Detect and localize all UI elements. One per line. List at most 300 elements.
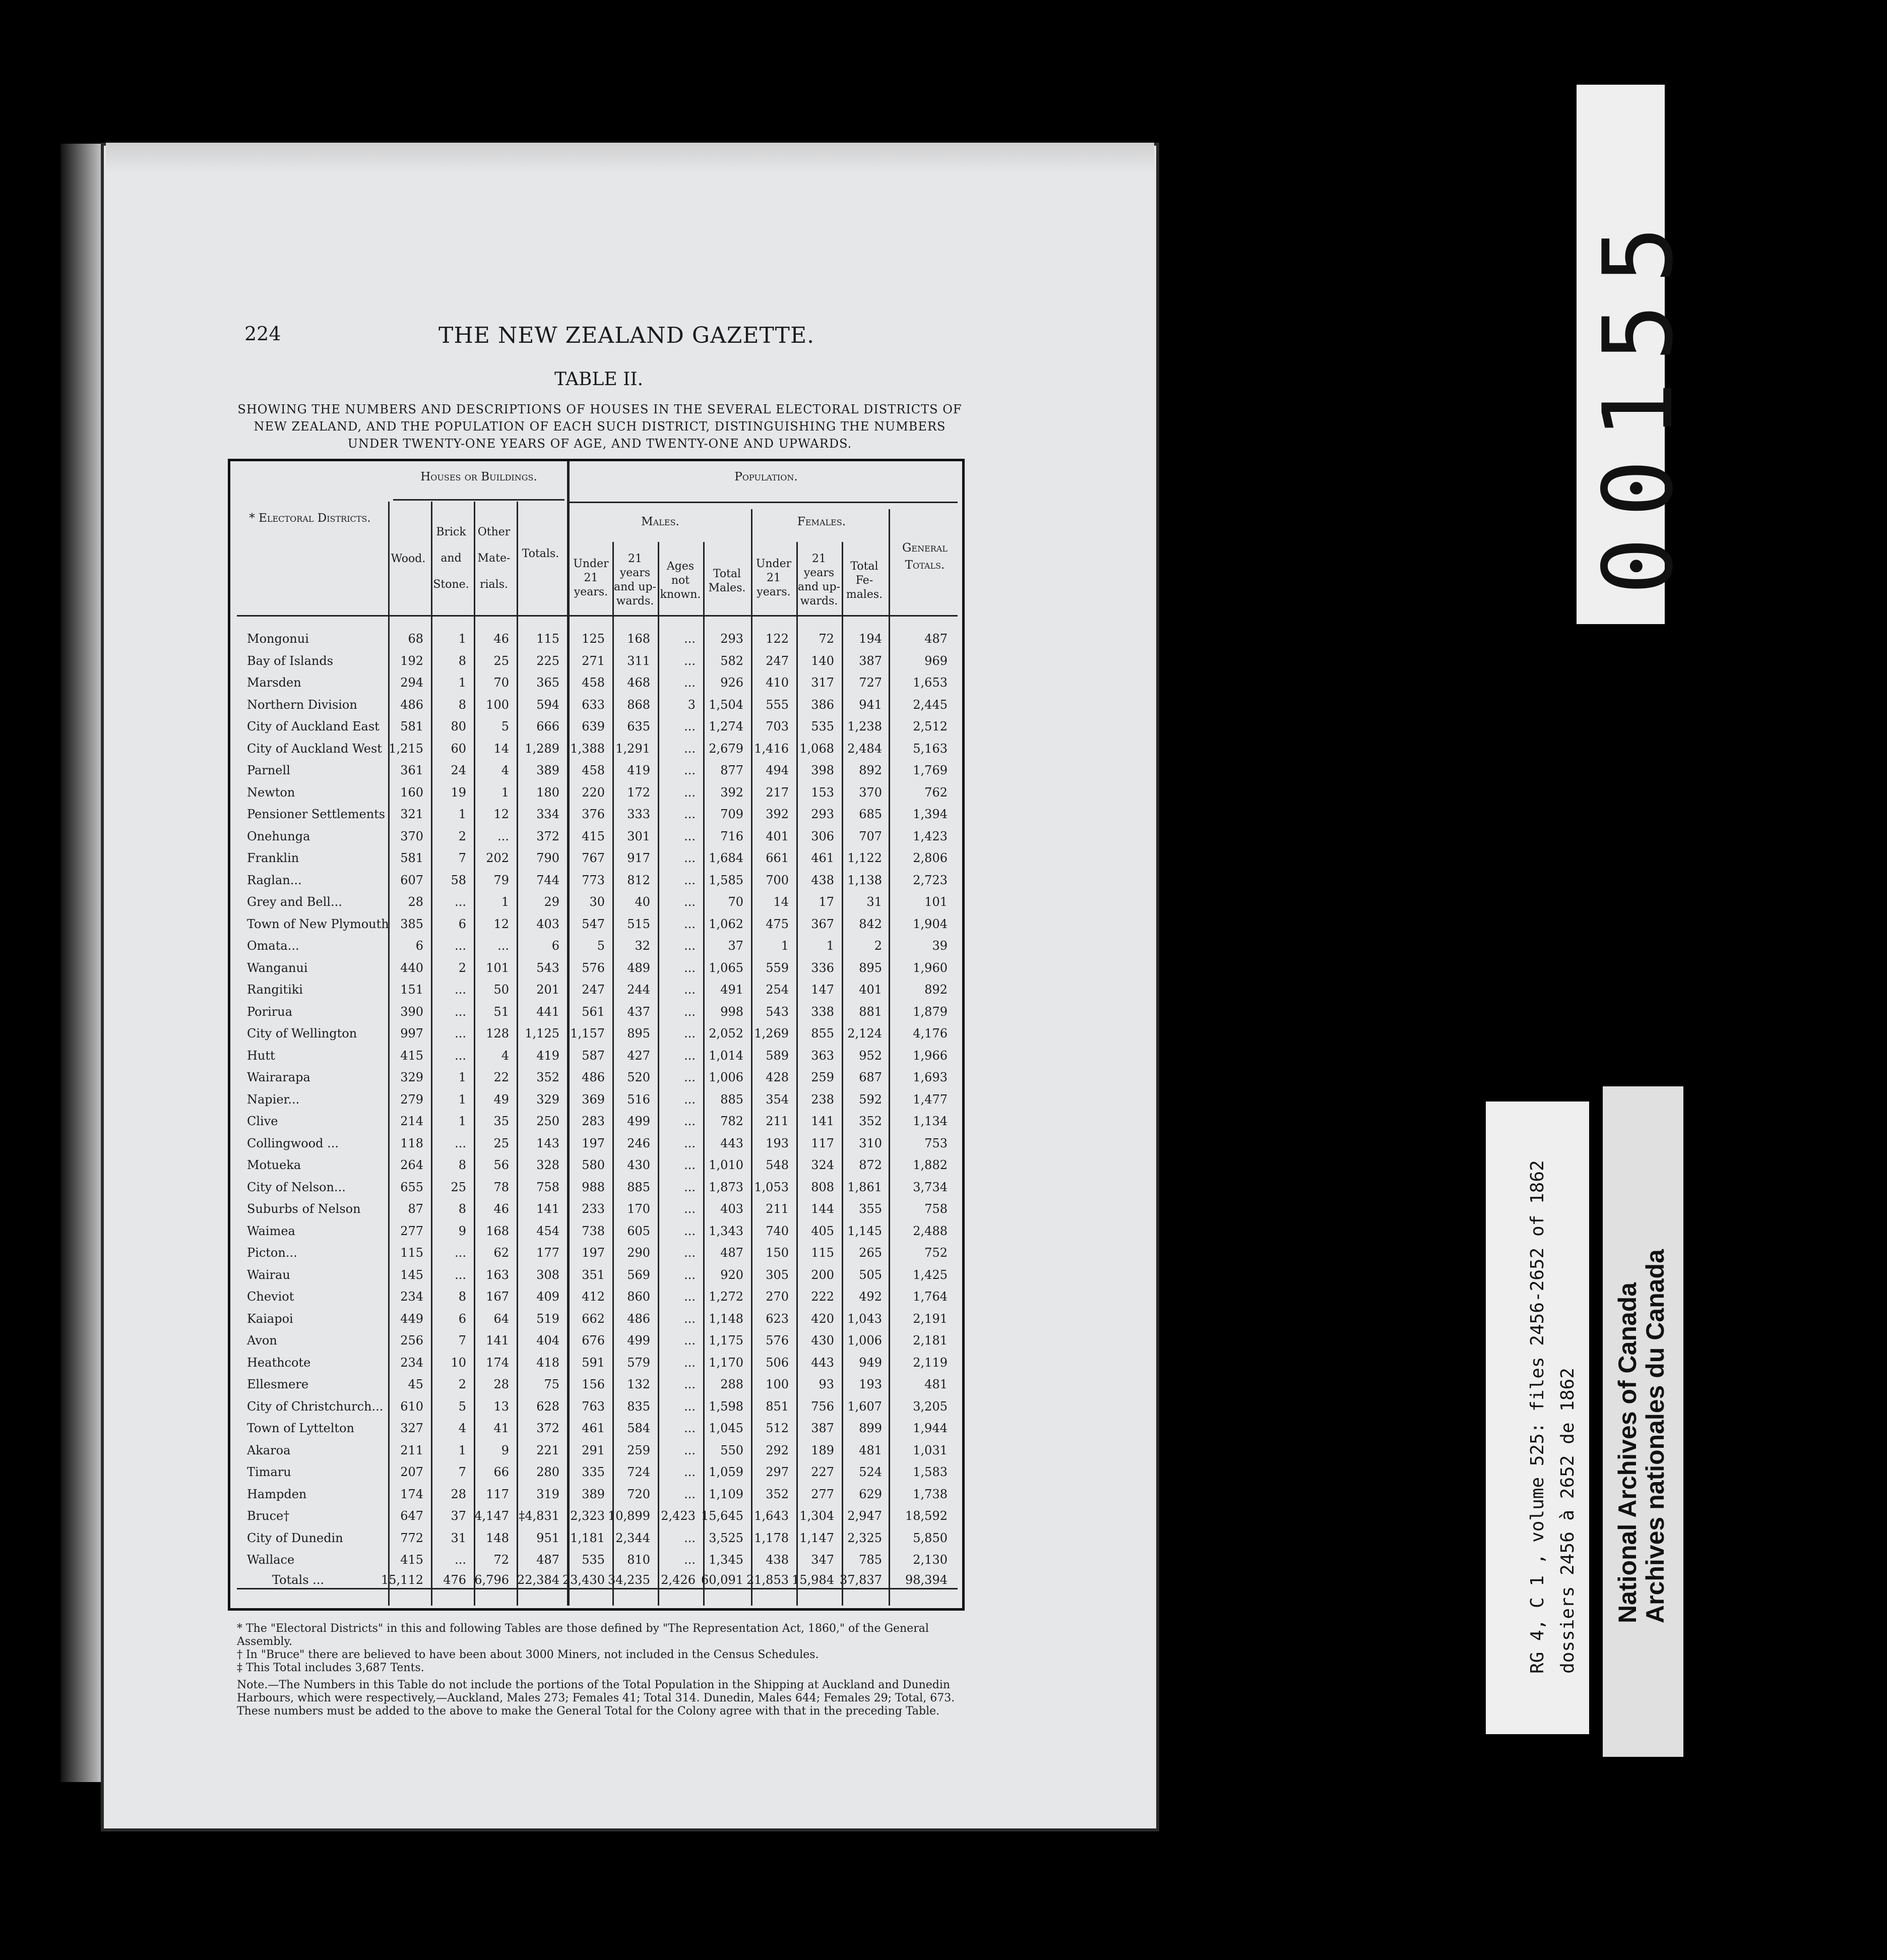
table-cell: 1,053 xyxy=(754,1180,789,1194)
table-cell: ... xyxy=(684,807,696,821)
table-cell: 1 xyxy=(458,1070,466,1084)
table-cell: 868 xyxy=(627,697,650,712)
table-cell: 1,879 xyxy=(913,1004,948,1019)
table-cell: 6 xyxy=(415,939,423,953)
table-row xyxy=(237,1202,958,1222)
table-cell: 70 xyxy=(728,895,743,909)
table-cell: 14 xyxy=(773,895,789,909)
table-cell: ... xyxy=(684,632,696,646)
table-cell: ... xyxy=(455,895,466,909)
table-cell: 283 xyxy=(582,1114,605,1128)
table-cell: 5 xyxy=(501,719,509,733)
table-cell: 835 xyxy=(627,1399,650,1414)
table-cell: 328 xyxy=(536,1158,559,1172)
table-cell: 515 xyxy=(627,916,650,931)
table-cell: 392 xyxy=(720,785,743,800)
table-cell: 174 xyxy=(400,1487,423,1501)
table-cell: 1,170 xyxy=(709,1355,743,1370)
table-cell: 87 xyxy=(408,1202,423,1216)
table-cell: 1,059 xyxy=(709,1465,743,1479)
table-cell: 37 xyxy=(451,1509,466,1523)
table-cell: 125 xyxy=(582,632,605,646)
table-cell: 234 xyxy=(400,1290,423,1304)
totals-cell: 98,394 xyxy=(905,1573,948,1587)
table-cell: 100 xyxy=(766,1377,789,1391)
table-cell: 607 xyxy=(400,873,423,887)
table-row xyxy=(237,961,958,981)
table-cell: 200 xyxy=(811,1267,834,1282)
table-cell: 1,065 xyxy=(709,960,743,975)
table-cell: 390 xyxy=(400,1004,423,1019)
table-cell: 1,304 xyxy=(799,1509,834,1523)
header-males: Males. xyxy=(641,515,679,528)
table-cell: 1,653 xyxy=(913,676,948,690)
table-row xyxy=(237,1333,958,1354)
table-cell: 744 xyxy=(536,873,559,887)
table-cell: 8 xyxy=(458,653,466,668)
district-name: Cheviot xyxy=(247,1290,294,1304)
table-cell: 2,052 xyxy=(709,1026,743,1040)
table-cell: 520 xyxy=(627,1070,650,1084)
table-cell: 580 xyxy=(582,1158,605,1172)
table-row xyxy=(237,1136,958,1156)
table-row xyxy=(237,1114,958,1134)
table-cell: 401 xyxy=(859,983,882,997)
table-cell: 338 xyxy=(811,1004,834,1019)
col-m-total: Total Males. xyxy=(708,568,746,594)
table-cell: 1,504 xyxy=(709,697,743,712)
table-cell: 2,344 xyxy=(615,1530,650,1545)
table-row xyxy=(237,1356,958,1376)
table-cell: 430 xyxy=(627,1158,650,1172)
header-houses: Houses or Buildings. xyxy=(420,470,537,483)
table-cell: 372 xyxy=(536,829,559,843)
table-cell: 550 xyxy=(720,1443,743,1457)
table-cell: 4,176 xyxy=(913,1026,948,1040)
district-name: Timaru xyxy=(247,1465,291,1479)
table-row xyxy=(237,1180,958,1200)
table-cell: 443 xyxy=(811,1355,834,1370)
table-cell: 2,119 xyxy=(913,1355,948,1370)
table-cell: 1,274 xyxy=(709,719,743,733)
table-cell: 117 xyxy=(486,1487,509,1501)
table-cell: 367 xyxy=(811,916,834,931)
table-cell: 576 xyxy=(582,960,605,975)
table-cell: 3,734 xyxy=(913,1180,948,1194)
footnote-2: † In "Bruce" there are believed to have been about 3000 Miners, not included in the Census Schedules. xyxy=(237,1648,819,1661)
district-name: City of Nelson... xyxy=(247,1180,346,1194)
table-cell: 2,423 xyxy=(661,1509,696,1523)
table-row xyxy=(237,1553,958,1573)
table-cell: 30 xyxy=(589,895,605,909)
table-row xyxy=(237,1443,958,1463)
table-cell: 277 xyxy=(400,1223,423,1238)
district-name: Town of New Plymouth xyxy=(247,916,389,931)
table-cell: ... xyxy=(684,1223,696,1238)
table-cell: 293 xyxy=(720,632,743,646)
totals-cell: 6,796 xyxy=(474,1573,509,1587)
table-cell: 4 xyxy=(501,1048,509,1063)
table-cell: 294 xyxy=(400,676,423,690)
table-row xyxy=(237,654,958,674)
table-cell: 505 xyxy=(859,1267,882,1282)
table-row xyxy=(237,1092,958,1113)
table-cell: 666 xyxy=(536,719,559,733)
table-cell: 2,723 xyxy=(913,873,948,887)
totals-cell: 15,112 xyxy=(381,1573,423,1587)
table-cell: 387 xyxy=(859,653,882,668)
table-cell: 221 xyxy=(536,1443,559,1457)
district-name: Bruce† xyxy=(247,1509,290,1523)
district-name: Grey and Bell... xyxy=(247,895,342,909)
table-cell: 222 xyxy=(811,1290,834,1304)
table-cell: 1,147 xyxy=(799,1530,834,1545)
table-cell: 163 xyxy=(486,1267,509,1282)
col-f-over: 21 years and up-wards. xyxy=(797,553,841,607)
table-cell: 703 xyxy=(766,719,789,733)
table-cell: 321 xyxy=(400,807,423,821)
table-cell: 1,684 xyxy=(709,851,743,865)
table-cell: 329 xyxy=(536,1092,559,1107)
table-cell: 193 xyxy=(859,1377,882,1391)
table-cell: 2,445 xyxy=(913,697,948,712)
table-cell: 233 xyxy=(582,1202,605,1216)
table-cell: ... xyxy=(684,873,696,887)
table-cell: ... xyxy=(455,939,466,953)
table-cell: 259 xyxy=(811,1070,834,1084)
table-cell: 2,181 xyxy=(913,1333,948,1348)
table-cell: 51 xyxy=(493,1004,509,1019)
table-cell: ... xyxy=(684,895,696,909)
table-cell: 398 xyxy=(811,763,834,777)
table-cell: 41 xyxy=(493,1421,509,1435)
table-row xyxy=(237,1487,958,1507)
archives-name-fr: Archives nationales du Canada xyxy=(1641,1249,1669,1623)
col-m-over: 21 years and up-wards. xyxy=(613,553,657,607)
col-totals: Totals. xyxy=(522,547,559,560)
table-cell: 559 xyxy=(766,960,789,975)
table-row xyxy=(237,1290,958,1310)
table-cell: 308 xyxy=(536,1267,559,1282)
table-cell: 758 xyxy=(536,1180,559,1194)
table-cell: 415 xyxy=(400,1553,423,1567)
table-cell: 10 xyxy=(451,1355,466,1370)
table-cell: 7 xyxy=(458,851,466,865)
table-cell: 5,163 xyxy=(913,741,948,756)
table-cell: 311 xyxy=(627,653,650,668)
table-cell: 132 xyxy=(627,1377,650,1391)
table-cell: 280 xyxy=(536,1465,559,1479)
table-cell: 151 xyxy=(400,983,423,997)
page-number: 224 xyxy=(244,323,281,345)
table-cell: 355 xyxy=(859,1202,882,1216)
table-cell: 1,006 xyxy=(709,1070,743,1084)
totals-row xyxy=(237,1573,958,1595)
table-cell: ... xyxy=(455,1004,466,1019)
table-cell: 5 xyxy=(458,1399,466,1414)
table-cell: ... xyxy=(684,983,696,997)
table-cell: 969 xyxy=(924,653,948,668)
table-cell: 372 xyxy=(536,1421,559,1435)
table-cell: 156 xyxy=(582,1377,605,1391)
table-cell: 487 xyxy=(536,1553,559,1567)
table-cell: 301 xyxy=(627,829,650,843)
table-cell: 492 xyxy=(859,1290,882,1304)
table-cell: 150 xyxy=(766,1246,789,1260)
table-cell: 647 xyxy=(400,1509,423,1523)
table-cell: 1,043 xyxy=(847,1311,882,1326)
table-cell: ... xyxy=(684,1026,696,1040)
table-cell: ... xyxy=(455,1246,466,1260)
table-cell: 72 xyxy=(493,1553,509,1567)
table-cell: 194 xyxy=(859,632,882,646)
table-cell: 168 xyxy=(486,1223,509,1238)
table-cell: 629 xyxy=(859,1487,882,1501)
table-cell: 177 xyxy=(536,1246,559,1260)
table-cell: ... xyxy=(497,829,509,843)
table-cell: 60 xyxy=(451,741,466,756)
table-cell: 842 xyxy=(859,916,882,931)
table-cell: 661 xyxy=(766,851,789,865)
table-cell: 430 xyxy=(811,1333,834,1348)
table-cell: 145 xyxy=(400,1267,423,1282)
table-cell: 4 xyxy=(501,763,509,777)
table-cell: 3 xyxy=(687,697,696,712)
table-cell: 1,109 xyxy=(709,1487,743,1501)
table-cell: 709 xyxy=(720,807,743,821)
table-cell: 244 xyxy=(627,983,650,997)
table-cell: 319 xyxy=(536,1487,559,1501)
table-cell: 412 xyxy=(582,1290,605,1304)
totals-cell: 23,430 xyxy=(562,1573,605,1587)
table-cell: 115 xyxy=(811,1246,834,1260)
table-cell: 101 xyxy=(924,895,948,909)
col-other: Other Mate-rials. xyxy=(477,526,511,591)
table-cell: 389 xyxy=(582,1487,605,1501)
table-cell: 335 xyxy=(582,1465,605,1479)
table-cell: 1,944 xyxy=(913,1421,948,1435)
table-cell: 234 xyxy=(400,1355,423,1370)
table-cell: ... xyxy=(684,1267,696,1282)
table-cell: 9 xyxy=(501,1443,509,1457)
table-cell: 68 xyxy=(408,632,423,646)
table-cell: 487 xyxy=(924,632,948,646)
table-cell: 763 xyxy=(582,1399,605,1414)
table-cell: 376 xyxy=(582,807,605,821)
table-cell: 9 xyxy=(458,1223,466,1238)
table-cell: 115 xyxy=(400,1246,423,1260)
table-cell: 594 xyxy=(536,697,559,712)
table-cell: 56 xyxy=(493,1158,509,1172)
table-cell: ... xyxy=(684,1355,696,1370)
table-cell: ... xyxy=(684,653,696,668)
table-row xyxy=(237,1158,958,1178)
table-cell: 389 xyxy=(536,763,559,777)
table-cell: 454 xyxy=(536,1223,559,1238)
table-cell: 363 xyxy=(811,1048,834,1063)
table-cell: 2,124 xyxy=(847,1026,882,1040)
table-cell: 1,062 xyxy=(709,916,743,931)
table-cell: 899 xyxy=(859,1421,882,1435)
table-cell: 1 xyxy=(458,632,466,646)
table-cell: 740 xyxy=(766,1223,789,1238)
table-cell: 808 xyxy=(811,1180,834,1194)
table-cell: 458 xyxy=(582,676,605,690)
table-row xyxy=(237,895,958,915)
district-name: Heathcote xyxy=(247,1355,311,1370)
table-cell: 8 xyxy=(458,1202,466,1216)
table-cell: 727 xyxy=(859,676,882,690)
table-cell: 310 xyxy=(859,1136,882,1150)
table-cell: 707 xyxy=(859,829,882,843)
table-row xyxy=(237,676,958,696)
table-cell: 6 xyxy=(458,916,466,931)
table-cell: 716 xyxy=(720,829,743,843)
table-cell: 952 xyxy=(859,1048,882,1063)
table-cell: ... xyxy=(497,939,509,953)
table-cell: 75 xyxy=(544,1377,559,1391)
table-cell: 548 xyxy=(766,1158,789,1172)
archive-code: 00155 xyxy=(1583,206,1694,595)
table-cell: 172 xyxy=(627,785,650,800)
table-cell: 1,134 xyxy=(913,1114,948,1128)
table-cell: 370 xyxy=(400,829,423,843)
table-cell: ... xyxy=(684,741,696,756)
table-cell: 1,138 xyxy=(847,873,882,887)
table-cell: 46 xyxy=(493,1202,509,1216)
table-cell: 662 xyxy=(582,1311,605,1326)
district-name: Newton xyxy=(247,785,295,800)
table-row xyxy=(237,851,958,871)
table-cell: 291 xyxy=(582,1443,605,1457)
table-cell: 1,423 xyxy=(913,829,948,843)
table-cell: 997 xyxy=(400,1026,423,1040)
table-cell: ... xyxy=(684,1487,696,1501)
table-cell: 1,125 xyxy=(525,1026,559,1040)
table-row xyxy=(237,1465,958,1485)
archives-name-en: National Archives of Canada xyxy=(1613,1282,1642,1623)
table-cell: 579 xyxy=(627,1355,650,1370)
table-cell: 427 xyxy=(627,1048,650,1063)
table-cell: 724 xyxy=(627,1465,650,1479)
table-cell: 475 xyxy=(766,916,789,931)
table-cell: 885 xyxy=(627,1180,650,1194)
table-cell: 487 xyxy=(720,1246,743,1260)
table-cell: 2,323 xyxy=(570,1509,605,1523)
table-cell: 767 xyxy=(582,851,605,865)
table-cell: 468 xyxy=(627,676,650,690)
table-cell: 441 xyxy=(536,1004,559,1019)
header-districts: * Electoral Districts. xyxy=(249,512,371,525)
table-cell: 352 xyxy=(536,1070,559,1084)
table-cell: 1,006 xyxy=(847,1333,882,1348)
rule-population xyxy=(570,502,958,503)
header-general-totals: General Totals. xyxy=(902,541,948,572)
table-cell: 543 xyxy=(536,960,559,975)
table-row xyxy=(237,1268,958,1288)
table-cell: 2 xyxy=(874,939,882,953)
table-cell: 535 xyxy=(811,719,834,733)
table-cell: 1 xyxy=(781,939,789,953)
table-row xyxy=(237,807,958,827)
totals-cell: 22,384 xyxy=(517,1573,559,1587)
table-cell: 293 xyxy=(811,807,834,821)
table-cell: 2,325 xyxy=(847,1530,882,1545)
table-cell: 148 xyxy=(486,1530,509,1545)
district-name: Kaiapoi xyxy=(247,1311,293,1326)
totals-cell: 15,984 xyxy=(792,1573,834,1587)
table-cell: 122 xyxy=(766,632,789,646)
table-cell: 227 xyxy=(811,1465,834,1479)
table-cell: 581 xyxy=(400,851,423,865)
table-cell: 1,416 xyxy=(754,741,789,756)
district-name: City of Auckland East xyxy=(247,719,380,733)
table-cell: 2,191 xyxy=(913,1311,948,1326)
table-cell: ... xyxy=(684,1136,696,1150)
table-cell: 581 xyxy=(400,719,423,733)
table-cell: 100 xyxy=(486,697,509,712)
table-cell: 306 xyxy=(811,829,834,843)
table-cell: 494 xyxy=(766,763,789,777)
table-cell: ... xyxy=(684,1004,696,1019)
rule-header-bottom xyxy=(237,615,958,617)
table-cell: 753 xyxy=(924,1136,948,1150)
table-cell: 28 xyxy=(451,1487,466,1501)
table-cell: 256 xyxy=(400,1333,423,1348)
table-cell: 279 xyxy=(400,1092,423,1107)
district-name: Onehunga xyxy=(247,829,310,843)
district-name: Franklin xyxy=(247,851,299,865)
table-cell: 639 xyxy=(582,719,605,733)
table-cell: 1,394 xyxy=(913,807,948,821)
table-cell: ... xyxy=(684,960,696,975)
rule-houses xyxy=(393,499,564,501)
table-cell: 1,045 xyxy=(709,1421,743,1435)
table-cell: 1,148 xyxy=(709,1311,743,1326)
table-cell: 1,585 xyxy=(709,873,743,887)
district-name: Wairarapa xyxy=(247,1070,310,1084)
table-cell: 628 xyxy=(536,1399,559,1414)
table-cell: 64 xyxy=(493,1311,509,1326)
col-f-under: Under 21 years. xyxy=(756,558,792,598)
table-cell: 80 xyxy=(451,719,466,733)
district-name: Northern Division xyxy=(247,697,357,712)
table-cell: 264 xyxy=(400,1158,423,1172)
table-cell: 489 xyxy=(627,960,650,975)
table-cell: 12 xyxy=(493,916,509,931)
table-cell: 1,738 xyxy=(913,1487,948,1501)
district-name: Omata... xyxy=(247,939,299,953)
table-cell: 437 xyxy=(627,1004,650,1019)
table-cell: 584 xyxy=(627,1421,650,1435)
table-cell: 1,157 xyxy=(570,1026,605,1040)
table-cell: 860 xyxy=(627,1290,650,1304)
table-cell: 1,178 xyxy=(754,1530,789,1545)
table-cell: 369 xyxy=(582,1092,605,1107)
table-cell: 50 xyxy=(493,983,509,997)
table-cell: 1,388 xyxy=(570,741,605,756)
totals-cell: 21,853 xyxy=(746,1573,789,1587)
table-cell: 951 xyxy=(536,1530,559,1545)
table-cell: 555 xyxy=(766,697,789,712)
table-cell: ... xyxy=(684,1114,696,1128)
table-cell: ... xyxy=(684,1158,696,1172)
table-cell: 189 xyxy=(811,1443,834,1457)
table-cell: 738 xyxy=(582,1223,605,1238)
table-cell: 386 xyxy=(811,697,834,712)
table-cell: ... xyxy=(684,1421,696,1435)
table-cell: 1,598 xyxy=(709,1399,743,1414)
